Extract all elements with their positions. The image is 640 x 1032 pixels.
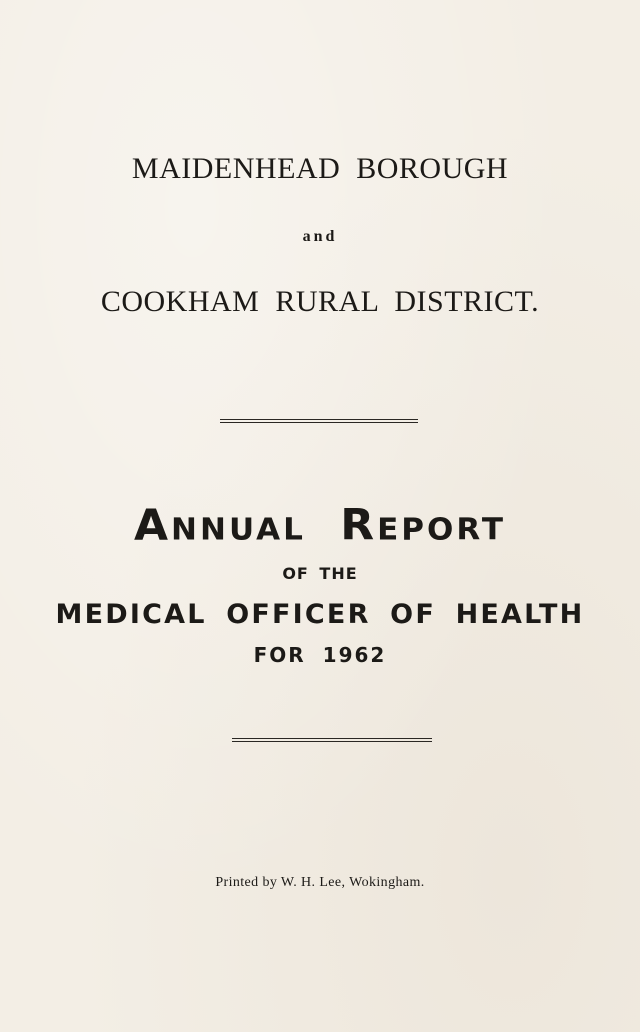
heading-maidenhead-borough: MAIDENHEAD BOROUGH: [131, 152, 509, 185]
printer-imprint: Printed by W. H. Lee, Wokingham.: [215, 875, 425, 890]
title-annual-report: Annual Report: [134, 500, 506, 551]
divider-rule-bottom: [232, 738, 432, 742]
title-medical-officer-of-health: MEDICAL OFFICER OF HEALTH: [55, 599, 585, 630]
heading-and: and: [302, 228, 338, 245]
title-of-the: OF THE: [282, 564, 358, 583]
title-year: FOR 1962: [253, 643, 387, 667]
heading-cookham-rural-district: COOKHAM RURAL DISTRICT.: [100, 285, 540, 318]
divider-rule-top: [220, 419, 418, 423]
